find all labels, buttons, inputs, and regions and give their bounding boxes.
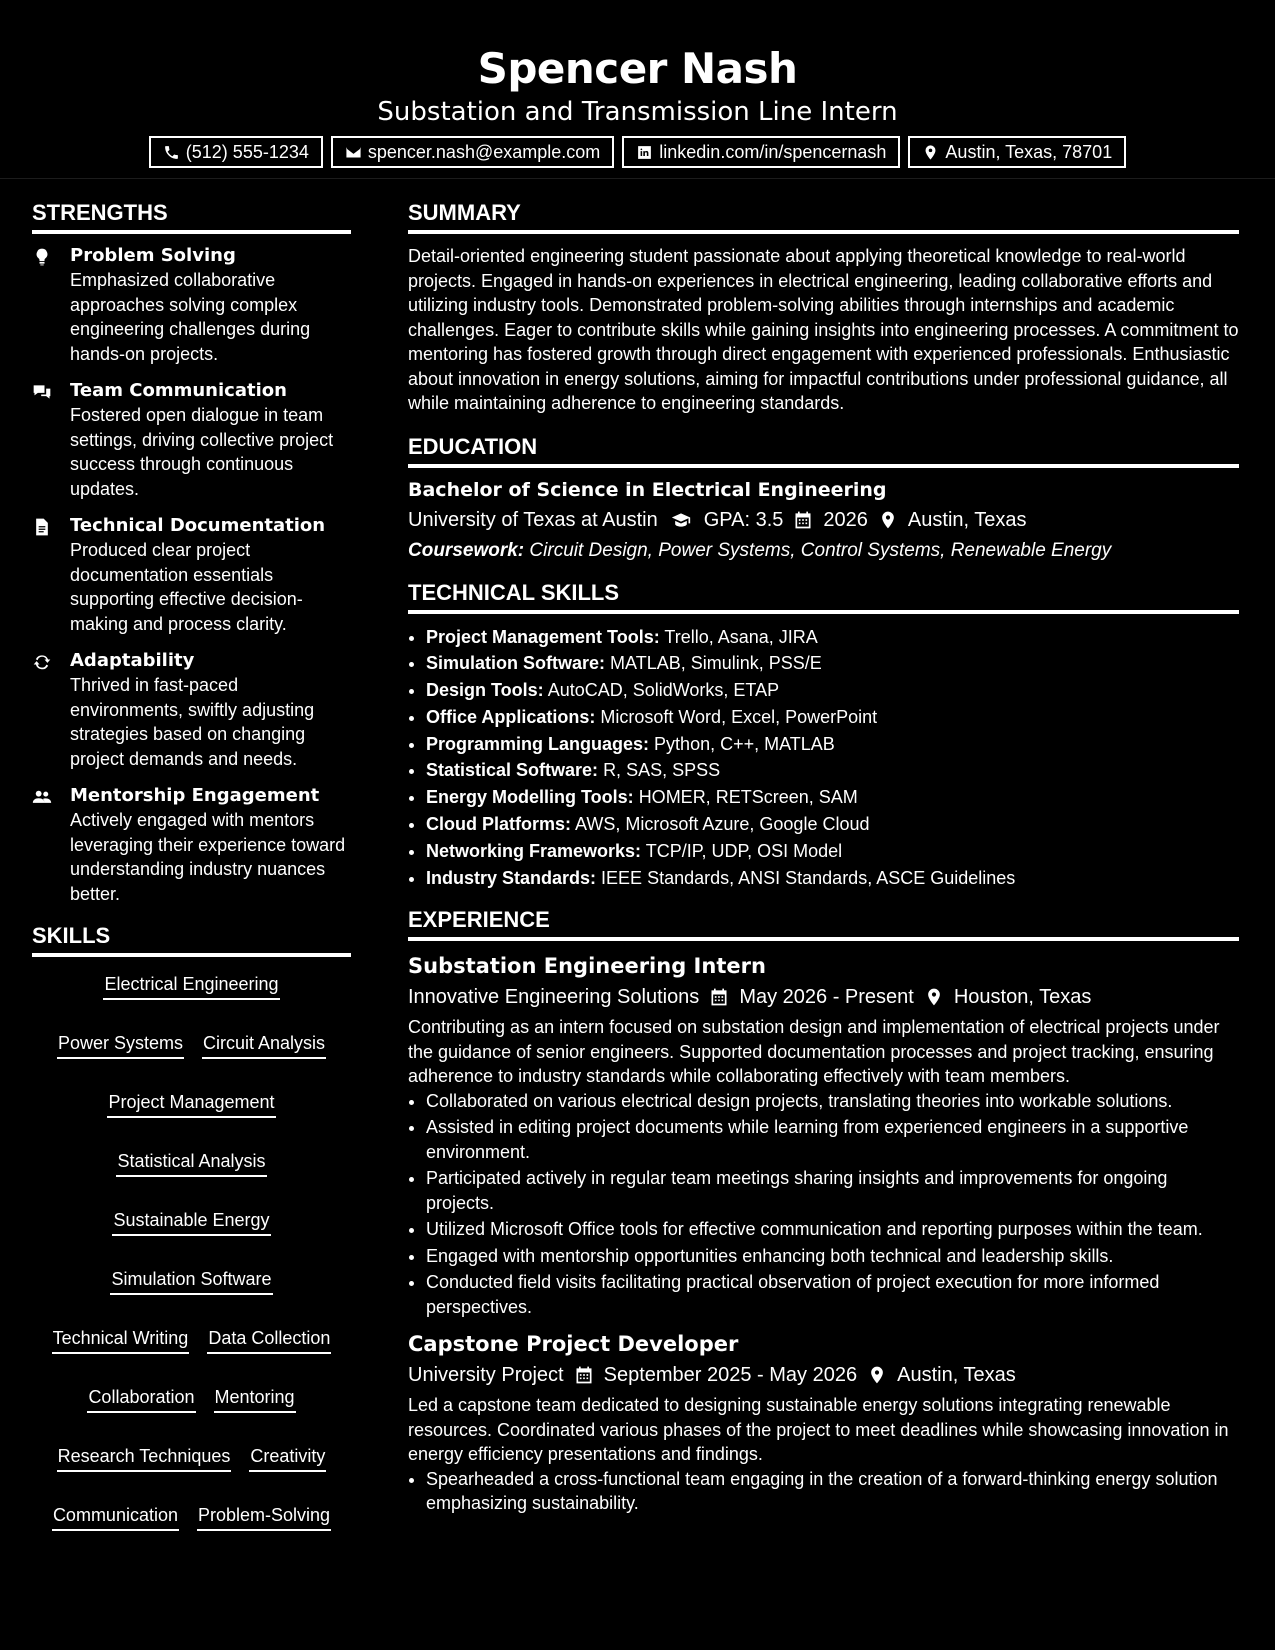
strength-item <box>32 244 351 366</box>
strength-desc: Fostered open dialogue in team settings, driving collective project success through continuous updates. <box>70 405 334 499</box>
skill-tag: Statistical Analysis <box>116 1148 266 1177</box>
job-location: Austin, Texas <box>897 1364 1016 1387</box>
list-item: • Programming Languages: Python, C++, MATLAB <box>426 731 1239 758</box>
users-icon <box>32 787 52 807</box>
map-marker-icon <box>924 987 944 1007</box>
skill-tag: Problem-Solving <box>197 1502 331 1531</box>
calendar-icon <box>574 1365 594 1385</box>
calendar-icon <box>709 987 729 1007</box>
list-item: • Utilized Microsoft Office tools for effective communication and reporting purposes within the team. <box>426 1217 1239 1242</box>
strength-item <box>32 379 351 501</box>
job-title: Capstone Project Developer <box>408 1332 739 1357</box>
document-icon <box>32 517 52 537</box>
list-item: • Assisted in editing project documents while learning from experienced engineers in a supportive environment. <box>426 1115 1239 1164</box>
job-meta <box>408 1359 1239 1391</box>
comments-icon <box>32 382 52 402</box>
phone-text: (512) 555-1234 <box>185 141 309 162</box>
list-item: • Simulation Software: MATLAB, Simulink, PSS/E <box>426 650 1239 677</box>
skill-tag: Data Collection <box>207 1325 331 1354</box>
list-item: • Participated actively in regular team meetings sharing insights and improvements for ongoing projects. <box>426 1166 1239 1215</box>
email-contact[interactable] <box>331 136 614 168</box>
summary-text: Detail-oriented engineering student passionate about applying theoretical knowledge to real-world projects. Engaged in hands-on experiences in electrical engineering, leading collaborative efforts and utilizing industry tools. Demonstrated problem-solving abilities through internships and academic challenges. Eager to contribute skills while gaining insights into engineering processes. A commitment to mentoring has fostered growth through direct engagement with experienced professionals. Enthusiastic about innovation in energy solutions, aiming for impactful contributions under professional guidance, all while maintaining adherence to engineering standards. <box>408 246 1239 413</box>
resume-header <box>0 0 1275 179</box>
strength-title: Adaptability <box>70 650 195 671</box>
coursework <box>408 536 1239 566</box>
map-marker-icon <box>867 1365 887 1385</box>
graduation-year: 2026 <box>823 508 868 531</box>
graduation-cap-icon <box>668 510 694 530</box>
phone-contact[interactable] <box>149 136 323 168</box>
location-contact <box>908 136 1126 168</box>
skill-tag: Circuit Analysis <box>202 1030 326 1059</box>
skill-tag: Mentoring <box>214 1384 296 1413</box>
strength-desc: Thrived in fast-paced environments, swiftly adjusting strategies based on changing project demands and needs. <box>70 675 315 769</box>
job-description: Led a capstone team dedicated to designing sustainable energy solutions integrating renewable resources. Coordinated various phases of the project to meet deadlines while showcasing innovation in energy efficiency presentations and findings. <box>408 1395 1229 1465</box>
sync-icon <box>32 652 52 672</box>
experience-heading: EXPERIENCE <box>408 903 1239 941</box>
lightbulb-icon <box>32 247 52 267</box>
skill-tag: Communication <box>52 1502 179 1531</box>
coursework-list: Circuit Design, Power Systems, Control Systems, Renewable Energy <box>529 539 1112 561</box>
list-item: • Project Management Tools: Trello, Asana, JIRA <box>426 624 1239 651</box>
school-name: University of Texas at Austin <box>408 508 658 531</box>
envelope-icon <box>345 144 362 161</box>
gpa-text: GPA: 3.5 <box>703 508 784 531</box>
list-item: • Engaged with mentorship opportunities enhancing both technical and leadership skills. <box>426 1244 1239 1269</box>
contact-bar <box>0 136 1275 168</box>
job-bullets <box>408 1089 1239 1320</box>
list-item: • Design Tools: AutoCAD, SolidWorks, ETAP <box>426 677 1239 704</box>
strength-item <box>32 784 351 906</box>
map-marker-icon <box>878 510 898 530</box>
strength-desc: Produced clear project documentation essentials supporting effective decision-making and process clarity. <box>70 540 303 634</box>
strength-title: Technical Documentation <box>70 515 326 536</box>
skill-tag: Sustainable Energy <box>112 1207 270 1236</box>
list-item: • Spearheaded a cross-functional team engaging in the creation of a forward-thinking energy solution emphasizing sustainability. <box>426 1467 1239 1516</box>
job-bullets <box>408 1467 1239 1516</box>
email-text: spencer.nash@example.com <box>367 141 601 162</box>
job-title: Substation Engineering Intern <box>408 954 766 979</box>
location-text: Austin, Texas, 78701 <box>945 141 1113 162</box>
linkedin-icon <box>636 144 653 161</box>
strength-desc: Emphasized collaborative approaches solving complex engineering challenges during hands-on projects. <box>70 270 311 364</box>
list-item: • Networking Frameworks: TCP/IP, UDP, OSI Model <box>426 838 1239 865</box>
education-heading: EDUCATION <box>408 430 1239 468</box>
calendar-icon <box>793 510 813 530</box>
skill-tag: Creativity <box>249 1443 326 1472</box>
skill-tag: Research Techniques <box>57 1443 232 1472</box>
education-meta <box>408 504 1239 536</box>
left-column <box>32 196 351 1531</box>
list-item: • Energy Modelling Tools: HOMER, RETScreen, SAM <box>426 784 1239 811</box>
list-item: • Conducted field visits facilitating practical observation of project execution for more informed perspectives. <box>426 1270 1239 1319</box>
linkedin-text: linkedin.com/in/spencernash <box>659 141 887 162</box>
strength-item <box>32 649 351 771</box>
job-description: Contributing as an intern focused on substation design and implementation of electrical projects under the guidance of senior engineers. Supported documentation processes and project tracking, ensuring adherence to industry standards while collaborating effectively with team members. <box>408 1017 1220 1087</box>
candidate-title: Substation and Transmission Line Intern <box>377 97 898 127</box>
skill-tag: Collaboration <box>87 1384 195 1413</box>
list-item: • Collaborated on various electrical design projects, translating theories into workable solutions. <box>426 1089 1239 1114</box>
list-item: • Office Applications: Microsoft Word, Excel, PowerPoint <box>426 704 1239 731</box>
degree-title: Bachelor of Science in Electrical Engineering <box>408 478 887 501</box>
technical-skills-heading: TECHNICAL SKILLS <box>408 576 1239 614</box>
job-dates: May 2026 - Present <box>739 986 914 1009</box>
list-item: • Statistical Software: R, SAS, SPSS <box>426 757 1239 784</box>
skills-tags <box>32 971 351 1531</box>
job-entry <box>408 951 1239 1319</box>
phone-icon <box>163 144 180 161</box>
company-name: University Project <box>408 1364 564 1387</box>
strength-item <box>32 514 351 636</box>
skill-tag: Technical Writing <box>52 1325 190 1354</box>
skills-heading: SKILLS <box>32 919 351 957</box>
linkedin-contact[interactable] <box>622 136 900 168</box>
skill-tag: Simulation Software <box>110 1266 272 1295</box>
coursework-label: Coursework: <box>408 539 525 561</box>
education-location: Austin, Texas <box>907 508 1027 531</box>
job-location: Houston, Texas <box>953 986 1092 1009</box>
map-marker-icon <box>922 144 939 161</box>
strength-desc: Actively engaged with mentors leveraging their experience toward understanding industry nuances better. <box>70 810 346 904</box>
company-name: Innovative Engineering Solutions <box>408 986 700 1009</box>
technical-skills-list <box>408 624 1239 892</box>
strength-title: Team Communication <box>70 380 287 401</box>
job-dates: September 2025 - May 2026 <box>603 1364 858 1387</box>
job-meta <box>408 981 1239 1013</box>
strength-title: Mentorship Engagement <box>70 785 320 806</box>
strength-title: Problem Solving <box>70 245 236 266</box>
list-item: • Cloud Platforms: AWS, Microsoft Azure, Google Cloud <box>426 811 1239 838</box>
job-entry <box>408 1329 1239 1516</box>
skill-tag: Electrical Engineering <box>103 971 279 1000</box>
strengths-heading: STRENGTHS <box>32 196 351 234</box>
right-column <box>408 196 1239 1526</box>
skill-tag: Project Management <box>107 1089 275 1118</box>
candidate-name: Spencer Nash <box>477 44 798 93</box>
summary-heading: SUMMARY <box>408 196 1239 234</box>
skill-tag: Power Systems <box>57 1030 184 1059</box>
list-item: • Industry Standards: IEEE Standards, ANSI Standards, ASCE Guidelines <box>426 865 1239 892</box>
